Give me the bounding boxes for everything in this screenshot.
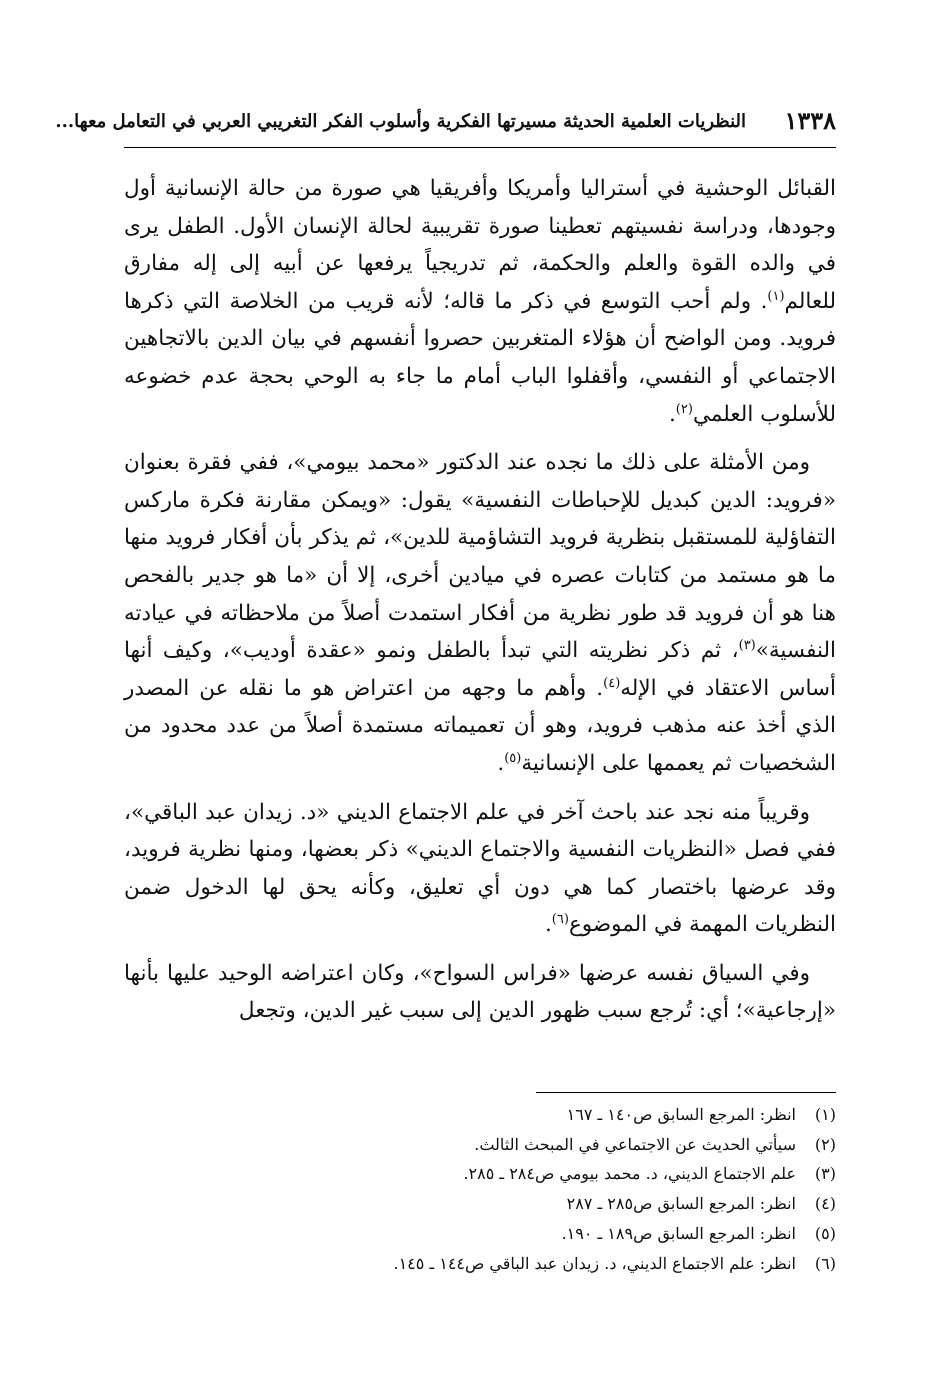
footnote [124, 1130, 836, 1160]
paragraph-text: ، ثم ذكر نظريته التي تبدأ بالطفل ونمو «عقدة أوديب»، وكيف أنها أساس الاعتقاد في الإله [124, 638, 836, 701]
footnote-ref: (٣) [738, 637, 756, 653]
footnote-number: (١) [814, 1105, 836, 1124]
footnote-number: (٤) [814, 1194, 836, 1214]
running-title: النظريات العلمية الحديثة مسيرتها الفكرية وأسلوب الفكر التغريبي العربي في التعامل معها... [55, 111, 746, 132]
footnote-number: (٢) [814, 1134, 836, 1154]
header-rule [124, 147, 836, 148]
page-number: ١٣٣٨ [784, 106, 836, 135]
footnote-ref: (٥) [504, 750, 522, 766]
paragraph-text: . [668, 401, 676, 427]
footnote-text: سيأتي الحديث عن الاجتماعي في المبحث الثالث. [474, 1134, 796, 1154]
footnote-number: (٥) [814, 1223, 836, 1243]
footnote-ref: (٤) [603, 675, 621, 691]
footnote [124, 1249, 836, 1279]
paragraph-text: وقريباً منه نجد عند باحث آخر في علم الاجتماع الديني «د. زيدان عبد الباقي»، ففي فصل «النظريات النفسية والاجتماع الديني» ذكر بعضها، ومنها نظرية فرويد، وقد عرضها باختصار كما هي دون أي تعليق، وكأنه يحق لها الدخول ضمن النظريات المهمة في الموضوع [124, 799, 836, 938]
footnote-number: (٣) [814, 1164, 836, 1184]
footnote-text: انظر: المرجع السابق ص١٨٩ ـ ١٩٠. [561, 1223, 796, 1243]
paragraph-text: القبائل الوحشية في أستراليا وأمريكا وأفريقيا هي صورة من حالة الإنسانية أول وجودها، ودراسة نفسيتهم تعطينا صورة تقريبية لحالة الإنسان الأول. الطفل يرى في والده القوة والعلم والحكمة، ثم تدريجياً يرفعها عن أبيه إلى إله مفارق للعالم [124, 176, 836, 314]
paragraph [124, 444, 836, 782]
footnotes [124, 1100, 836, 1278]
footnote-number: (٦) [814, 1253, 836, 1273]
footnote-text: انظر: المرجع السابق ص١٤٠ ـ ١٦٧ [566, 1105, 796, 1124]
paragraph-text: وفي السياق نفسه عرضها «فراس السواح»، وكان اعتراضه الوحيد عليها بأنها «إرجاعية»؛ أي: تُرجع سبب ظهور الدين إلى سبب غير الدين، وتجعل [124, 960, 836, 1024]
running-header [55, 104, 836, 148]
footnote [124, 1100, 836, 1130]
paragraph-text: ومن الأمثلة على ذلك ما نجده عند الدكتور «محمد بيومي»، ففي فقرة بعنوان «فرويد: الدين كبديل للإحباطات النفسية» يقول: «ويمكن مقارنة فكرة ماركس التفاؤلية للمستقبل بنظرية فرويد التشاؤمية للدين»، ثم يذكر بأن أفكار فرويد منها ما هو مستمد من كتابات عصره في ميادين أخرى، إلا أن «ما هو جدير بالفحص هنا هو أن فرويد قد طور نظرية من أفكار استمدت أصلاً من ملاحظاته في عيادته النفسية» [124, 450, 836, 664]
paragraph [124, 170, 836, 433]
main-text [124, 170, 836, 1041]
paragraph-text: . [544, 912, 552, 938]
footnote-text: انظر: المرجع السابق ص٢٨٥ ـ ٢٨٧ [566, 1194, 796, 1214]
footnote-ref: (٢) [675, 401, 693, 417]
paragraph [124, 955, 836, 1030]
footnote-ref: (١) [767, 288, 785, 304]
paragraph-text: . ولم أحب التوسع في ذكر ما قاله؛ لأنه قريب من الخلاصة التي ذكرها فرويد. ومن الواضح أن هؤلاء المتغربين حصروا أنفسهم في بيان الدين بالاتجاهين الاجتماعي أو النفسي، وأقفلوا الباب أمام ما جاء به الوحي بحجة عدم خضوعه للأسلوب العلمي [124, 288, 836, 427]
paragraph-text: . وأهم ما وجهه من اعتراض هو ما نقله عن المصدر الذي أخذ عنه مذهب فرويد، وهو أن تعميماته مستمدة أصلاً من عدد محدود من الشخصيات ثم يعممها على الإنسانية [124, 675, 836, 776]
footnote [124, 1159, 836, 1189]
footnote [124, 1189, 836, 1219]
footnote-text: علم الاجتماع الديني، د. محمد بيومي ص٢٨٤ ـ ٢٨٥. [463, 1164, 796, 1184]
footnote [124, 1219, 836, 1249]
paragraph-text: . [497, 750, 505, 776]
footnote-rule [536, 1092, 836, 1093]
footnote-text: انظر: علم الاجتماع الديني، د. زيدان عبد الباقي ص١٤٤ ـ ١٤٥. [393, 1253, 796, 1273]
footnote-ref: (٦) [551, 912, 569, 928]
paragraph [124, 794, 836, 944]
